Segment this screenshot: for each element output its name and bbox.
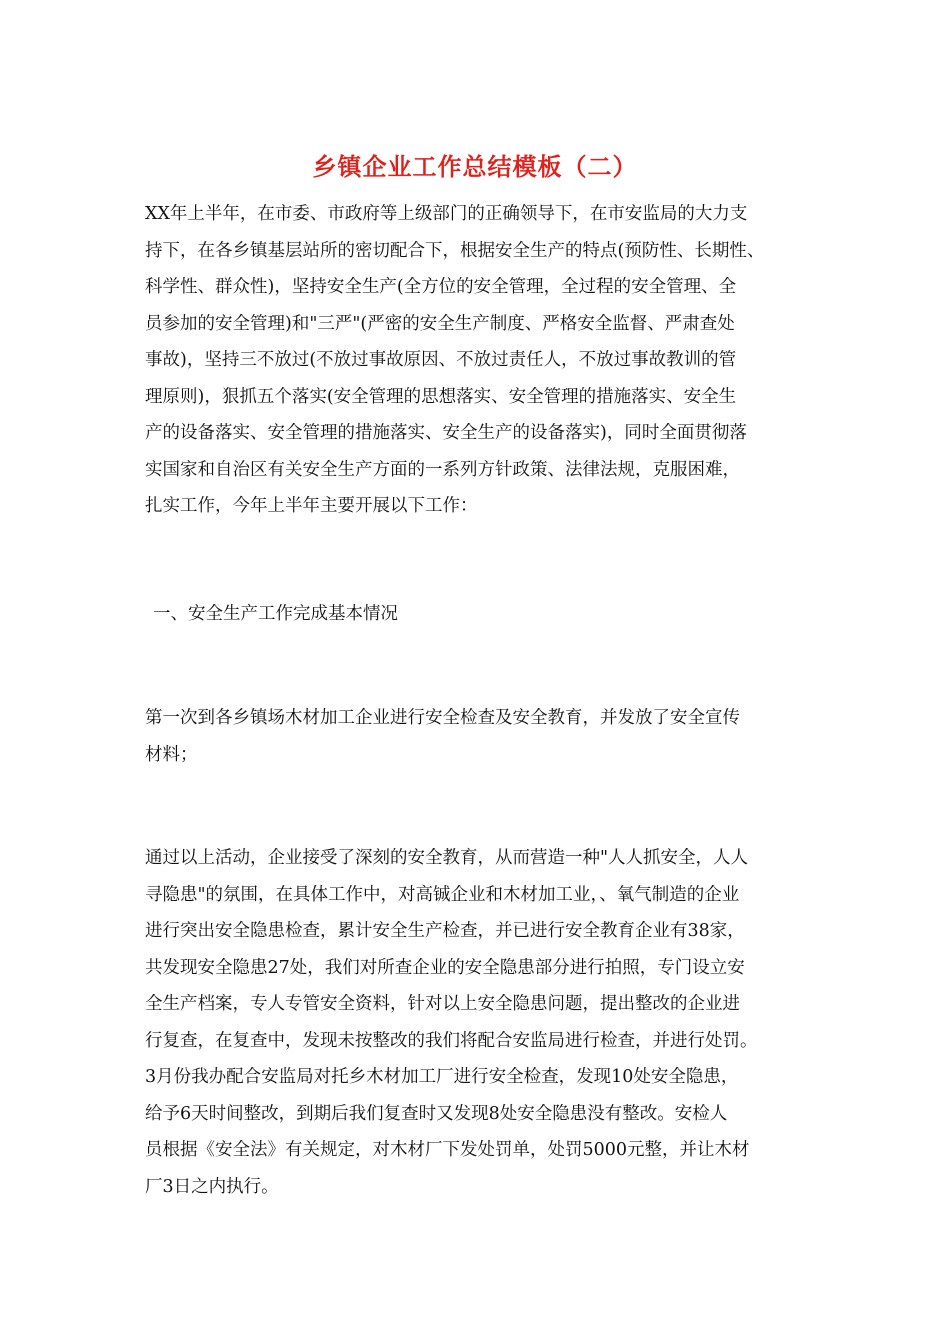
paragraph-intro (145, 196, 825, 525)
paragraph-line: 3月份我办配合安监局对托乡木材加工厂进行安全检查，发现10处安全隐患， (145, 1067, 739, 1087)
paragraph-line: 扎实工作，今年上半年主要开展以下工作： (145, 496, 478, 516)
paragraph-line: XX年上半年，在市委、市政府等上级部门的正确领导下，在市安监局的大力支 (145, 204, 748, 224)
paragraph-line: 全生产档案，专人专管安全资料，针对以上安全隐患问题，提出整改的企业进 (145, 994, 740, 1014)
document-title: 乡镇企业工作总结模板（二） (312, 152, 638, 181)
paragraph-line: 持下，在各乡镇基层站所的密切配合下，根据安全生产的特点(预防性、长期性、 (145, 240, 765, 261)
paragraph-line: 行复查，在复查中，发现未按整改的我们将配合安监局进行检查，并进行处罚。 (145, 1030, 758, 1051)
paragraph-line: 科学性、群众性)，坚持安全生产(全方位的安全管理，全过程的安全管理、全 (145, 277, 737, 297)
paragraph-first-inspection (145, 700, 825, 773)
paragraph-line: 厂3日之内执行。 (145, 1176, 279, 1197)
paragraph-line: 进行突出安全隐患检查，累计安全生产检查，并已进行安全教育企业有38家， (145, 921, 745, 941)
paragraph-line: 实国家和自治区有关安全生产方面的一系列方针政策、法律法规，克服困难， (145, 459, 740, 480)
paragraph-line: 共发现安全隐患27处，我们对所查企业的安全隐患部分进行拍照，专门设立安 (145, 957, 745, 978)
paragraph-line: 事故)，坚持三不放过(不放过事故原因、不放过责任人，不放过事故教训的管 (145, 350, 737, 370)
paragraph-line: 给予6天时间整改，到期后我们复查时又发现8处安全隐患没有整改。安检人 (145, 1103, 728, 1124)
section-heading (153, 596, 833, 633)
paragraph-line: 理原则)，狠抓五个落实(安全管理的思想落实、安全管理的措施落实、安全生 (145, 386, 737, 407)
section-heading-text: 一、安全生产工作完成基本情况 (153, 604, 398, 624)
paragraph-line: 员根据《安全法》有关规定，对木材厂下发处罚单，处罚5000元整，并让木材 (145, 1140, 750, 1160)
paragraph-line: 寻隐患"的氛围，在具体工作中，对高铖企业和木材加工业，、氧气制造的企业 (145, 884, 740, 905)
paragraph-line: 员参加的安全管理)和"三严"(严密的安全生产制度、严格安全监督、严肃查处 (145, 313, 735, 334)
paragraph-line: 产的设备落实、安全管理的措施落实、安全生产的设备落实)，同时全面贯彻落 (145, 423, 747, 443)
paragraph-results (145, 840, 825, 1205)
paragraph-line: 通过以上活动，企业接受了深刻的安全教育，从而营造一种"人人抓安全，人人 (145, 848, 749, 868)
paragraph-line: 材料； (145, 744, 198, 765)
paragraph-line: 第一次到各乡镇场木材加工企业进行安全检查及安全教育，并发放了安全宣传 (145, 708, 740, 728)
